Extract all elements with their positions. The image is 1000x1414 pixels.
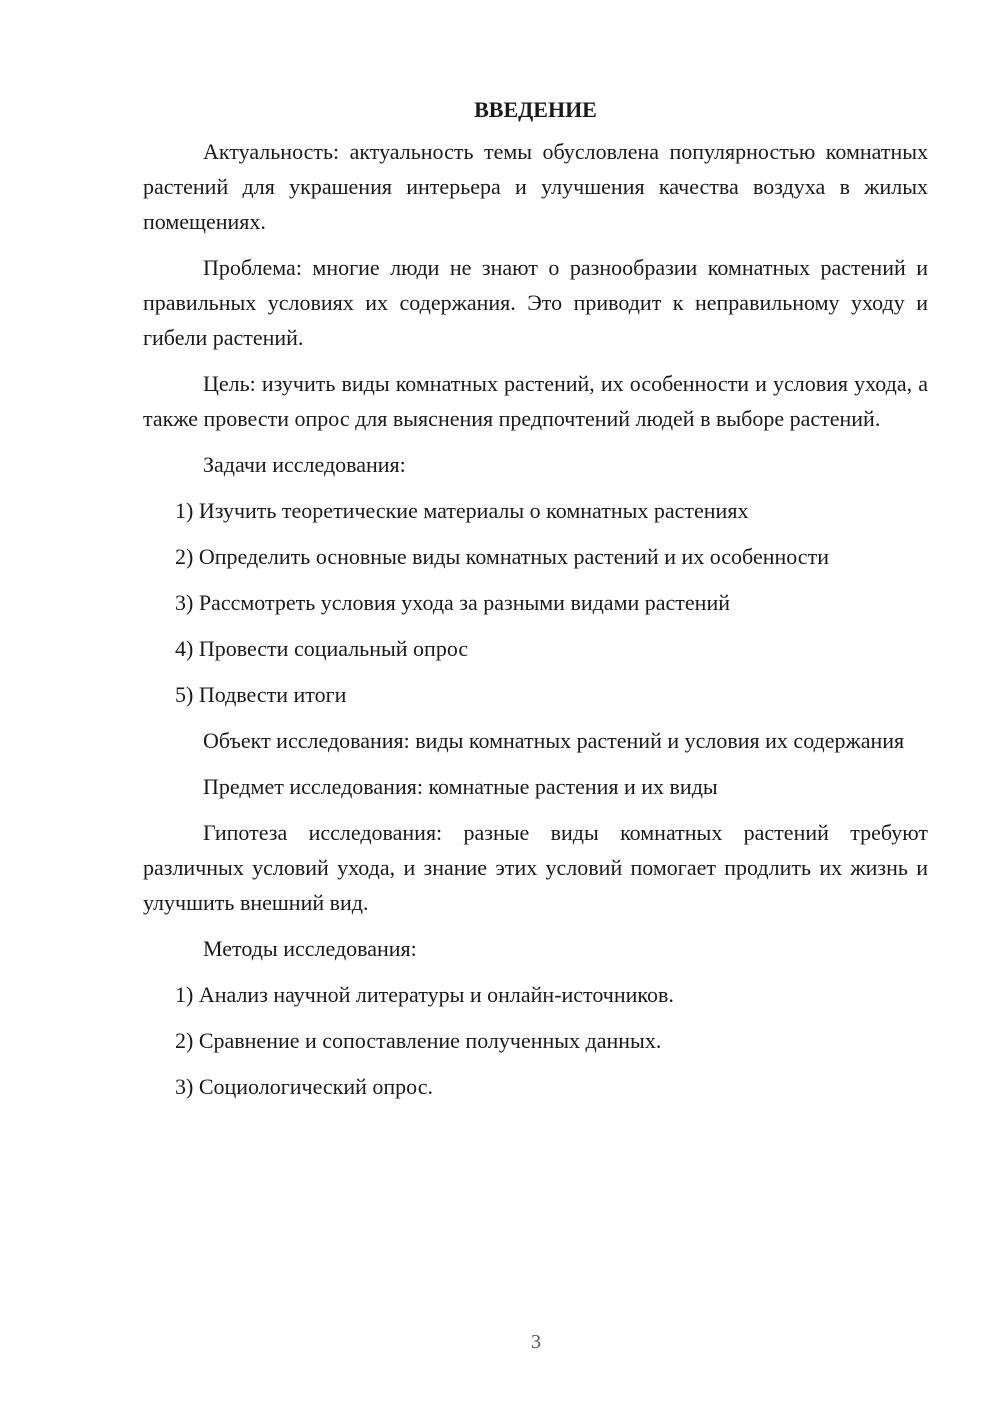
goal-paragraph: Цель: изучить виды комнатных растений, их особенности и условия ухода, а также провести опрос для выяснения предпочтений людей в выборе растений. (143, 371, 928, 431)
subject-paragraph: Предмет исследования: комнатные растения и их виды (203, 774, 718, 799)
actuality-paragraph: Актуальность: актуальность темы обусловлена популярностью комнатных растений для украшения интерьера и улучшения качества воздуха в жилых помещениях. (143, 139, 928, 234)
method-item: 1) Анализ научной литературы и онлайн-источников. (175, 982, 674, 1007)
problem-paragraph: Проблема: многие люди не знают о разнообразии комнатных растений и правильных условиях их содержания. Это приводит к неправильному уходу и гибели растений. (143, 255, 928, 350)
hypothesis-paragraph: Гипотеза исследования: разные виды комнатных растений требуют различных условий ухода, и знание этих условий помогает продлить их жизнь и улучшить внешний вид. (143, 820, 928, 915)
task-item: 2) Определить основные виды комнатных растений и их особенности (175, 544, 829, 569)
page-title: ВВЕДЕНИЕ (474, 97, 597, 122)
method-item: 2) Сравнение и сопоставление полученных данных. (175, 1028, 662, 1053)
object-paragraph: Объект исследования: виды комнатных растений и условия их содержания (203, 728, 905, 753)
task-item: 4) Провести социальный опрос (175, 636, 469, 661)
task-item: 3) Рассмотреть условия ухода за разными видами растений (175, 590, 730, 615)
methods-heading: Методы исследования: (203, 936, 417, 961)
task-item: 1) Изучить теоретические материалы о комнатных растениях (175, 498, 749, 523)
tasks-heading: Задачи исследования: (203, 452, 406, 477)
page-content (143, 92, 928, 1115)
methods-list (143, 977, 928, 1104)
method-item: 3) Социологический опрос. (175, 1074, 433, 1099)
page-number: 3 (531, 1331, 541, 1353)
tasks-list (143, 493, 928, 712)
task-item: 5) Подвести итоги (175, 682, 347, 707)
